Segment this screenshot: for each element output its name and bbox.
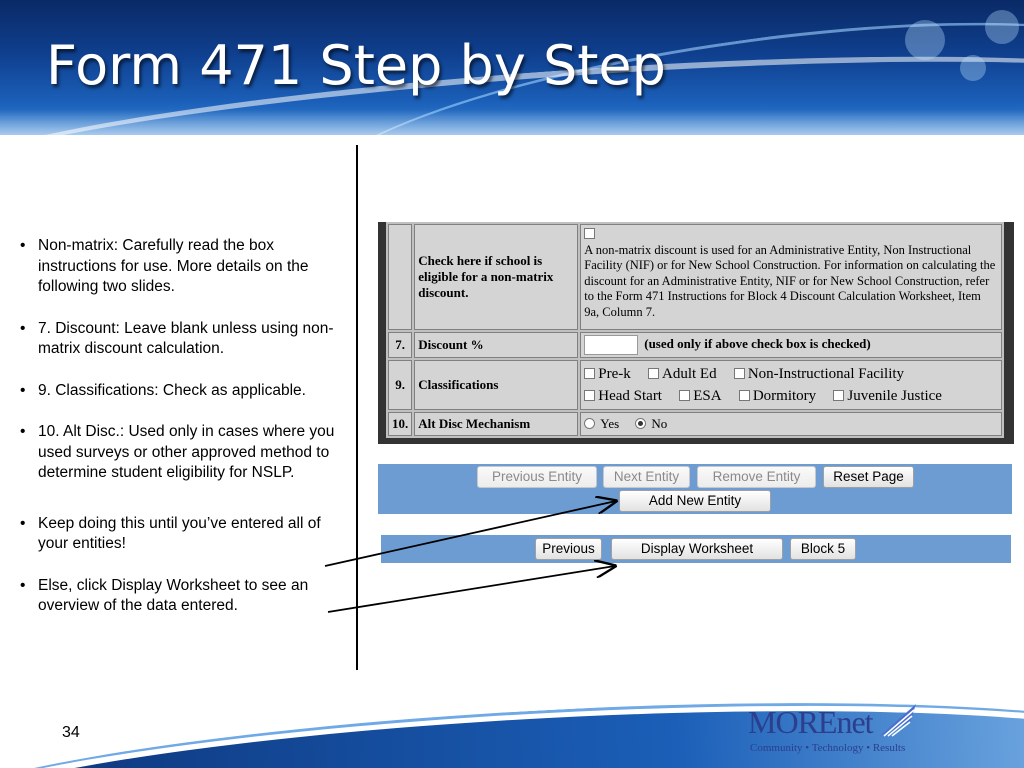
bullet-item: • Else, click Display Worksheet to see an overview of the data entered. bbox=[20, 576, 350, 617]
classification-juvenile-justice[interactable]: Juvenile Justice bbox=[833, 386, 942, 407]
classification-esa[interactable]: ESA bbox=[679, 386, 721, 407]
classifications-label: Classifications bbox=[414, 360, 578, 410]
classification-prek[interactable]: Pre-k bbox=[584, 364, 631, 385]
classification-adult-ed[interactable]: Adult Ed bbox=[648, 364, 717, 385]
discount-label: Discount % bbox=[414, 332, 578, 358]
add-new-entity-button[interactable]: Add New Entity bbox=[619, 490, 771, 512]
logo-mark-icon bbox=[876, 700, 920, 740]
logo-wordmark: MOREnet bbox=[748, 704, 873, 740]
alt-yes-option[interactable]: Yes bbox=[584, 416, 619, 431]
nonmatrix-label: Check here if school is eligible for a non-matrix discount. bbox=[414, 224, 578, 330]
bullet-item: • 10. Alt Disc.: Used only in cases where you used surveys or other approved method to determine student eligibility for NSLP. bbox=[20, 422, 350, 484]
previous-button[interactable]: Previous bbox=[535, 538, 602, 560]
discount-note: (used only if above check box is checked) bbox=[644, 335, 871, 351]
row-number: 7. bbox=[388, 332, 412, 358]
bullet-item: • 7. Discount: Leave blank unless using non-matrix discount calculation. bbox=[20, 319, 350, 360]
bullet-item: • 9. Classifications: Check as applicable. bbox=[20, 381, 350, 402]
display-worksheet-button[interactable]: Display Worksheet bbox=[611, 538, 783, 560]
arrow-to-add-entity bbox=[325, 501, 616, 566]
row-number: 10. bbox=[388, 412, 412, 436]
classification-dormitory[interactable]: Dormitory bbox=[739, 386, 816, 407]
row-number: 9. bbox=[388, 360, 412, 410]
reset-page-button[interactable]: Reset Page bbox=[823, 466, 914, 488]
slide-title: Form 471 Step by Step bbox=[46, 34, 666, 97]
block5-button[interactable]: Block 5 bbox=[790, 538, 856, 560]
morenet-logo bbox=[744, 700, 924, 762]
bullet-item: • Keep doing this until you’ve entered all of your entities! bbox=[20, 514, 350, 555]
page-number: 34 bbox=[62, 724, 80, 741]
next-entity-button[interactable]: Next Entity bbox=[603, 466, 690, 488]
nonmatrix-instructions: A non-matrix discount is used for an Administrative Entity, Non Instructional Facility (NIF) or for New School Construction. For information on calculating the discount for an Administrative Entity, NIF or for New School Construction, refer to the Form 471 Instructions for Block 4 Discount Calculation Worksheet, Item 9a, Column 7. bbox=[584, 242, 996, 319]
remove-entity-button[interactable]: Remove Entity bbox=[697, 466, 816, 488]
alt-disc-label: Alt Disc Mechanism bbox=[414, 412, 578, 436]
classification-head-start[interactable]: Head Start bbox=[584, 386, 662, 407]
logo-tagline: Community • Technology • Results bbox=[750, 742, 906, 754]
arrow-to-display-worksheet bbox=[328, 566, 615, 612]
classification-non-instructional[interactable]: Non-Instructional Facility bbox=[734, 364, 904, 385]
alt-no-option[interactable]: No bbox=[635, 416, 667, 431]
bullet-item: • Non-matrix: Carefully read the box instructions for use. More details on the following two slides. bbox=[20, 236, 350, 298]
previous-entity-button[interactable]: Previous Entity bbox=[477, 466, 597, 488]
